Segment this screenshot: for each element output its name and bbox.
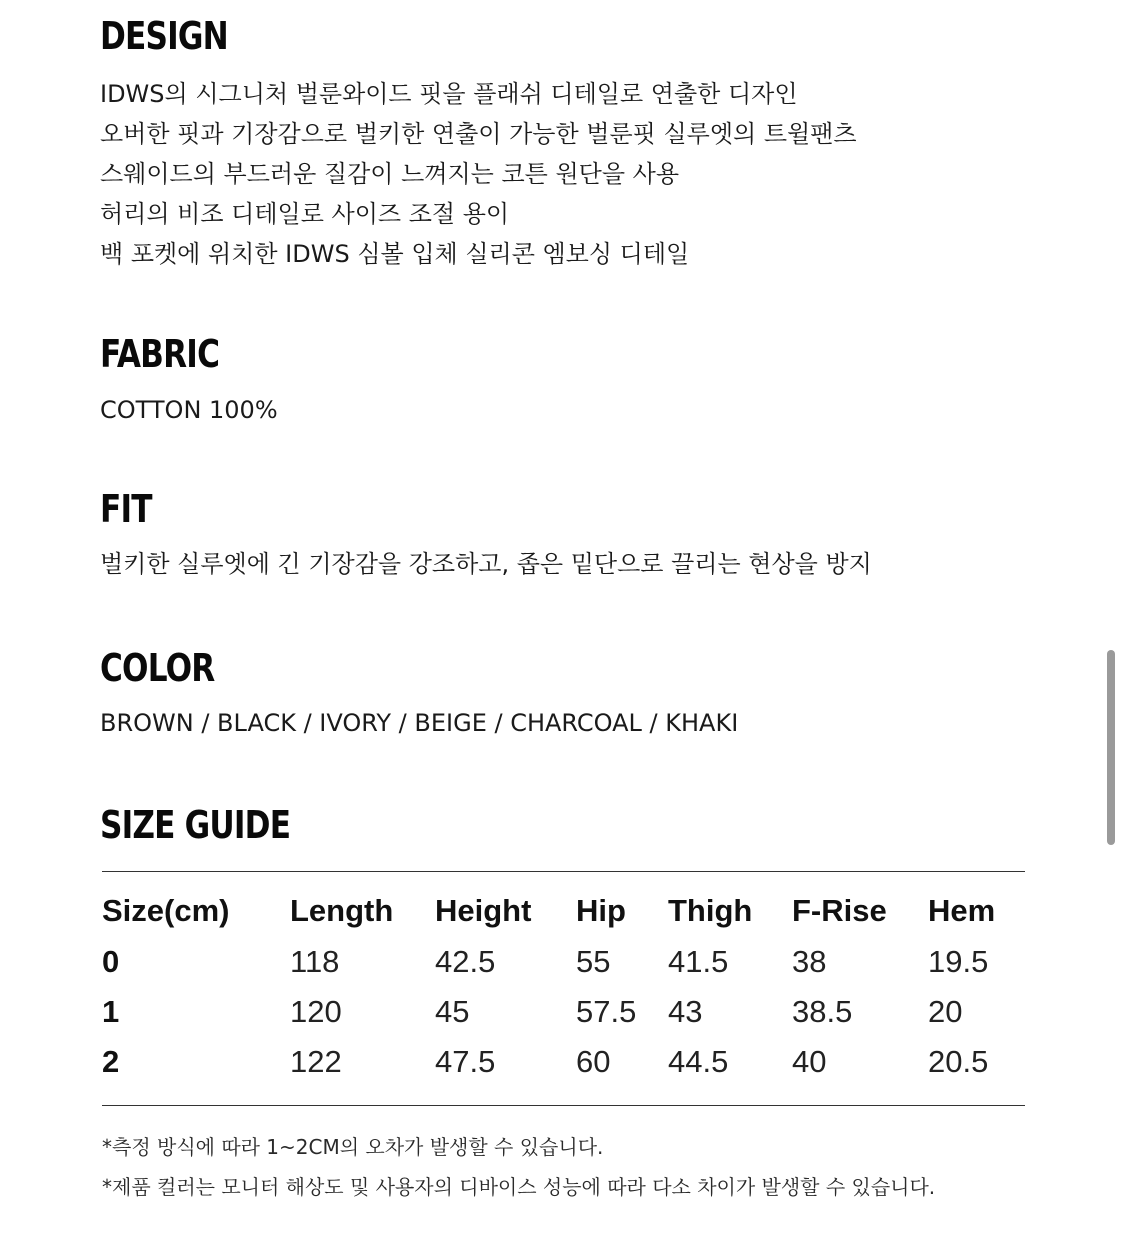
color-text: BROWN / BLACK / IVORY / BEIGE / CHARCOAL / KHAKI <box>100 709 739 737</box>
size-table-cell: 38 <box>792 944 827 979</box>
measurement-note: *측정 방식에 따라 1~2CM의 오차가 발생할 수 있습니다. <box>102 1135 604 1159</box>
color-heading: COLOR <box>100 646 215 690</box>
size-table-cell: 60 <box>576 1044 611 1079</box>
size-table-cell: 122 <box>290 1044 342 1079</box>
fabric-heading: FABRIC <box>100 332 220 376</box>
design-line: 오버한 핏과 기장감으로 벌키한 연출이 가능한 벌룬핏 실루엣의 트윌팬츠 <box>100 120 857 148</box>
size-table-cell: 45 <box>435 994 470 1029</box>
size-table-cell: 2 <box>102 1044 120 1079</box>
size-table-cell: 1 <box>102 994 120 1029</box>
size-table-header: Thigh <box>668 893 753 928</box>
size-table-cell: 44.5 <box>668 1044 729 1079</box>
fit-text: 벌키한 실루엣에 긴 기장감을 강조하고, 좁은 밑단으로 끌리는 현상을 방지 <box>100 550 872 578</box>
size-table-cell: 20.5 <box>928 1044 989 1079</box>
size-table-header: F-Rise <box>792 893 887 928</box>
size-table-cell: 120 <box>290 994 342 1029</box>
size-table-cell: 55 <box>576 944 611 979</box>
size-table-cell: 0 <box>102 944 120 979</box>
fit-heading: FIT <box>100 487 152 531</box>
size-table <box>102 885 1025 1087</box>
design-description-list <box>100 80 857 280</box>
size-table-cell: 42.5 <box>435 944 496 979</box>
size-table-cell: 43 <box>668 994 703 1029</box>
fabric-text: COTTON 100% <box>100 396 278 424</box>
design-heading: DESIGN <box>100 14 228 58</box>
size-guide-heading: SIZE GUIDE <box>100 803 291 847</box>
size-table-bottom-divider <box>102 1105 1025 1106</box>
size-table-header: Size(cm) <box>102 893 230 928</box>
design-line: 스웨이드의 부드러운 질감이 느껴지는 코튼 원단을 사용 <box>100 160 680 188</box>
size-table-cell: 47.5 <box>435 1044 496 1079</box>
size-table-row <box>102 1037 1025 1087</box>
size-table-cell: 118 <box>290 944 340 979</box>
size-table-header: Hip <box>576 893 626 928</box>
size-table-cell: 38.5 <box>792 994 853 1029</box>
size-table-cell: 19.5 <box>928 944 989 979</box>
color-note: *제품 컬러는 모니터 해상도 및 사용자의 디바이스 성능에 따라 다소 차이가 발생할 수 있습니다. <box>102 1175 936 1199</box>
design-line: IDWS의 시그니처 벌룬와이드 핏을 플래쉬 디테일로 연출한 디자인 <box>100 80 798 108</box>
size-table-header: Hem <box>928 893 996 928</box>
size-table-header: Length <box>290 893 394 928</box>
size-table-row <box>102 937 1025 987</box>
size-table-row <box>102 987 1025 1037</box>
size-table-header-row <box>102 885 1025 937</box>
size-table-cell: 57.5 <box>576 994 637 1029</box>
vertical-scrollbar[interactable] <box>1107 650 1115 845</box>
size-table-cell: 40 <box>792 1044 827 1079</box>
size-table-cell: 20 <box>928 994 963 1029</box>
size-table-header: Height <box>435 893 532 928</box>
size-table-cell: 41.5 <box>668 944 729 979</box>
size-table-top-divider <box>102 871 1025 872</box>
design-line: 허리의 비조 디테일로 사이즈 조절 용이 <box>100 200 510 228</box>
design-line: 백 포켓에 위치한 IDWS 심볼 입체 실리콘 엠보싱 디테일 <box>100 240 690 268</box>
